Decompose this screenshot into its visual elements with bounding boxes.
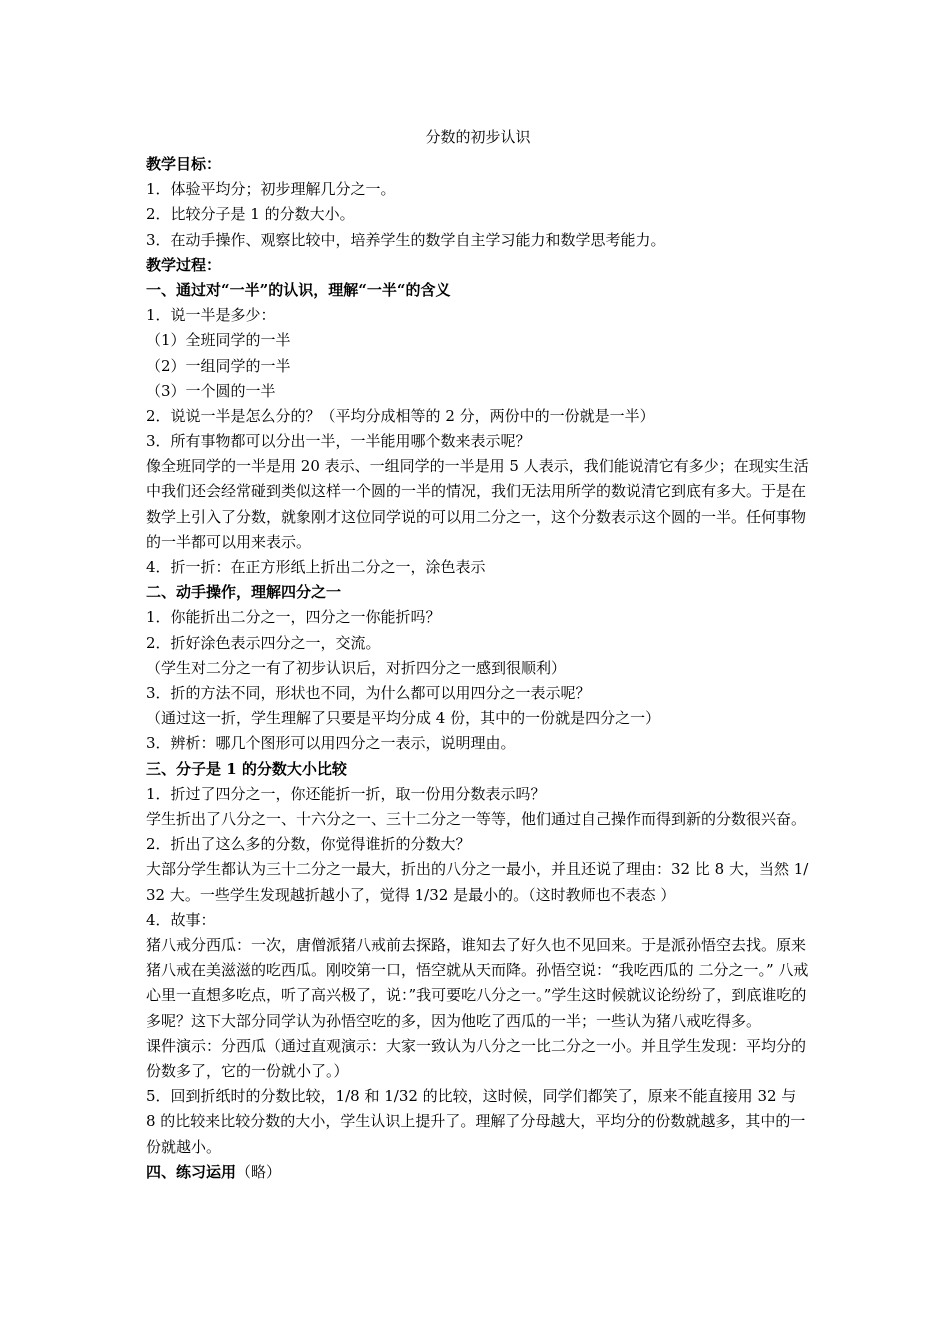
paragraph-line: 1．折过了四分之一，你还能折一折，取一份用分数表示吗？: [146, 784, 546, 803]
document-title: 分数的初步认识: [425, 128, 531, 146]
paragraph: 学生折出了八分之一、十六分之一、三十二分之一等等，他们通过自己操作而得到新的分数很兴奋。: [146, 809, 807, 828]
paragraph-line: （3）一个圆的一半: [146, 381, 276, 400]
paragraph: 像全班同学的一半是用 20 表示、一组同学的一半是用 5 人表示，我们能说清它有多少；在现实生活中我们还会经常碰到类似这样一个圆的一半的情况，我们无法用所学的数说清它到底有多大。于是在数学上引入了分数，就象刚才这位同学说的可以用二分之一，这个分数表示这个圆的一半。任何事物的一半都可以用来表示。: [146, 457, 809, 551]
paragraph-line: （2）一组同学的一半: [146, 356, 291, 375]
paragraph: 猪八戒分西瓜：一次，唐僧派猪八戒前去探路，谁知去了好久也不见回来。于是派孙悟空去找。原来猪八戒在美滋滋的吃西瓜。刚咬第一口，悟空就从天而降。孙悟空说：“我吃西瓜的 二分之一。” 八戒心里一直想多吃点，听了高兴极了，说：”我可要吃八分之一。”学生这时候就议论纷纷了，到底谁吃的多呢？这下大部分同学认为孙悟空吃的多，因为他吃了西瓜的一半；一些认为猪八戒吃得多。: [146, 935, 809, 1030]
paragraph: 5．回到折纸时的分数比较，1/8 和 1/32 的比较，这时候，同学们都笑了，原来不能直接用 32 与 8 的比较来比较分数的大小，学生认识上提升了。理解了分母越大，平均分的份数就越多，其中的一份就越小。: [146, 1087, 806, 1156]
paragraph-line: 3．辨析：哪几个图形可以用四分之一表示，说明理由。: [146, 734, 516, 753]
paragraph-line: （1）全班同学的一半: [146, 331, 291, 350]
section-heading: 四、练习运用: [146, 1162, 237, 1181]
paragraph-line: 4．故事：: [146, 910, 216, 929]
paragraph-line: （学生对二分之一有了初步认识后，对折四分之一感到很顺利）: [146, 658, 567, 677]
goal-item: 2．比较分子是 1 的分数大小。: [146, 205, 355, 224]
goals-heading: 教学目标：: [146, 155, 222, 173]
section-heading-row: [146, 1160, 810, 1185]
document-page: [146, 122, 810, 1185]
paragraph-line: 4．折一折：在正方形纸上折出二分之一，涂色表示: [146, 558, 486, 577]
section-heading: 三、分子是 1 的分数大小比较: [146, 759, 347, 778]
paragraph: 大部分学生都认为三十二分之一最大，折出的八分之一最小，并且还说了理由：32 比 8 大，当然 1/32 大。一些学生发现越折越小了，觉得 1/32 是最小的。（这时教师也不表态 ）: [146, 860, 809, 904]
section-heading: 二、动手操作，理解四分之一: [146, 583, 342, 602]
goal-item: 3．在动手操作、观察比较中，培养学生的数学自主学习能力和数学思考能力。: [146, 230, 666, 249]
section-note: （略）: [236, 1162, 282, 1181]
paragraph: 课件演示：分西瓜（通过直观演示：大家一致认为八分之一比二分之一小。并且学生发现：平均分的份数多了，它的一份就小了。）: [146, 1036, 807, 1080]
paragraph-line: 3．折的方法不同，形状也不同，为什么都可以用四分之一表示呢？: [146, 684, 591, 702]
paragraph-line: （通过这一折，学生理解了只要是平均分成 4 份，其中的一份就是四分之一）: [146, 709, 661, 728]
paragraph-line: 1．你能折出二分之一，四分之一你能折吗？: [146, 608, 441, 627]
goal-item: 1．体验平均分；初步理解几分之一。: [146, 180, 396, 199]
paragraph-line: 2．说说一半是怎么分的？（平均分成相等的 2 分，两份中的一份就是一半）: [146, 406, 655, 425]
section-heading: 一、通过对“一半”的认识，理解“一半“的含义: [146, 280, 451, 299]
paragraph-line: 2．折出了这么多的分数，你觉得谁折的分数大？: [146, 835, 471, 854]
process-heading: 教学过程：: [146, 255, 222, 274]
paragraph-line: 1．说一半是多少：: [146, 306, 276, 325]
paragraph-line: 2．折好涂色表示四分之一，交流。: [146, 633, 381, 652]
paragraph-line: 3．所有事物都可以分出一半，一半能用哪个数来表示呢？: [146, 432, 531, 451]
